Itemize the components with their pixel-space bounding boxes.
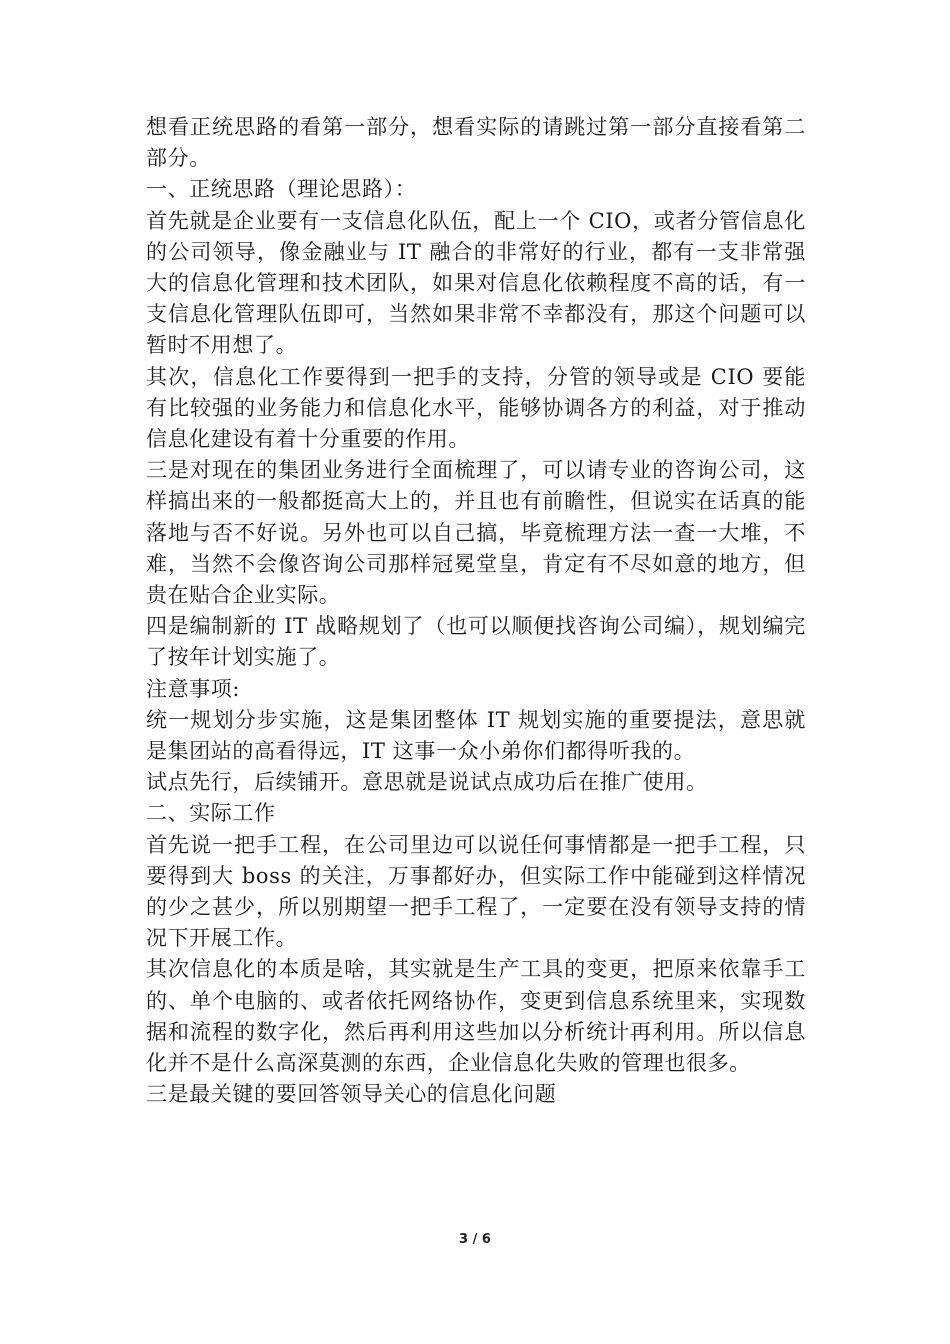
paragraph-business-review: 三是对现在的集团业务进行全面梳理了，可以请专业的咨询公司，这样搞出来的一般都挺高大上的，并且也有前瞻性，但说实在话真的能落地与否不好说。另外也可以自己搞，毕竟梳理方法一查一大堆，不难，当然不会像咨询公司那样冠冕堂皇，肯定有不尽如意的地方，但贵在贴合企业实际。 — [146, 458, 806, 608]
paragraph-key-questions: 三是最关键的要回答领导关心的信息化问题 — [146, 1082, 557, 1107]
paragraph-top-leader-project: 首先说一把手工程，在公司里边可以说任何事情都是一把手工程，只要得到大 boss 的关注，万事都好办，但实际工作中能碰到这样情况的少之甚少，所以别期望一把手工程了，一定要在没有领导支持的情况下开展工作。 — [146, 832, 806, 951]
paragraph-unified-planning: 统一规划分步实施，这是集团整体 IT 规划实施的重要提法，意思就是集团站的高看得远，IT 这事一众小弟你们都得听我的。 — [146, 707, 806, 764]
paragraph-it-strategy: 四是编制新的 IT 战略规划了（也可以顺便找咨询公司编），规划编完了按年计划实施了。 — [146, 614, 806, 670]
heading-notes: 注意事项: — [146, 676, 241, 701]
document-body — [146, 112, 806, 1111]
paragraph-informatization-essence: 其次信息化的本质是啥，其实就是生产工具的变更，把原来依靠手工的、单个电脑的、或者依托网络协作，变更到信息系统里来，实现数据和流程的数字化，然后再利用这些加以分析统计再利用。所以信息化并不是什么高深莫测的东西，企业信息化失败的管理也很多。 — [146, 957, 806, 1076]
page-number: 3 / 6 — [459, 1232, 491, 1247]
paragraph-leader-support: 其次，信息化工作要得到一把手的支持，分管的领导或是 CIO 要能有比较强的业务能力和信息化水平，能够协调各方的利益，对于推动信息化建设有着十分重要的作用。 — [146, 364, 806, 452]
paragraph-team: 首先就是企业要有一支信息化队伍，配上一个 CIO，或者分管信息化的公司领导，像金融业与 IT 融合的非常好的行业，都有一支非常强大的信息化管理和技术团队，如果对信息化依赖程度不高的话，有一支信息化管理队伍即可，当然如果非常不幸都没有，那这个问题可以暂时不用想了。 — [146, 208, 806, 358]
heading-part-two: 二、实际工作 — [146, 801, 276, 826]
heading-part-one: 一、正统思路（理论思路）： — [146, 177, 417, 202]
paragraph-intro: 想看正统思路的看第一部分，想看实际的请跳过第一部分直接看第二部分。 — [146, 115, 806, 171]
paragraph-pilot-first: 试点先行，后续铺开。意思就是说试点成功后在推广使用。 — [146, 770, 708, 795]
